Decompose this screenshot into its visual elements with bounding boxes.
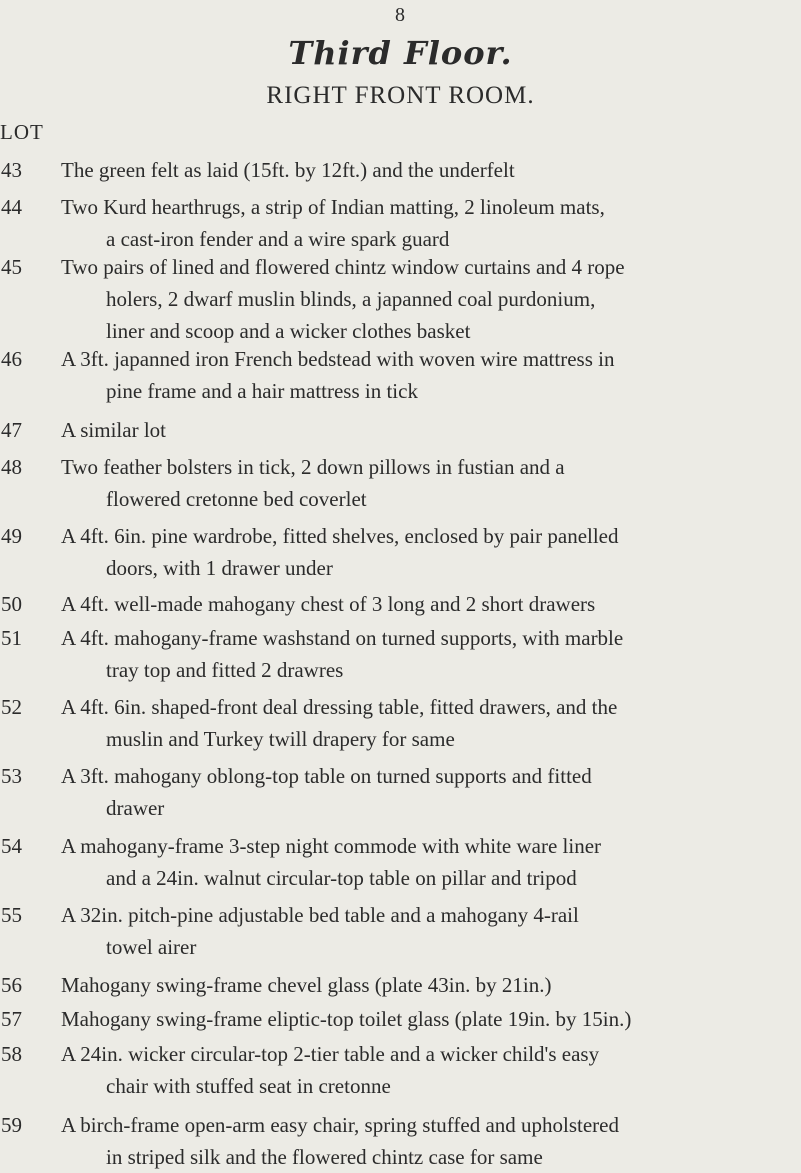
- lot-description-line: towel airer: [106, 935, 197, 959]
- lot-description-line: chair with stuffed seat in cretonne: [106, 1074, 391, 1098]
- lot-description-line: A 3ft. japanned iron French bedstead with woven wire mattress in: [61, 347, 615, 371]
- lot-number: 58: [1, 1042, 22, 1066]
- lot-description: [61, 588, 796, 620]
- lot-number: 49: [1, 524, 22, 548]
- lot-description-line: A birch-frame open-arm easy chair, spring stuffed and upholstered: [61, 1113, 619, 1137]
- lot-description-line: pine frame and a hair mattress in tick: [106, 379, 418, 403]
- lot-description: [61, 1109, 796, 1173]
- lot-number: 48: [1, 455, 22, 479]
- lot-description: [61, 1038, 796, 1102]
- lot-description-line: doors, with 1 drawer under: [106, 556, 333, 580]
- lot-description-line: a cast-iron fender and a wire spark guard: [106, 227, 450, 251]
- lot-number: 55: [1, 903, 22, 927]
- lot-description-line: in striped silk and the flowered chintz case for same: [106, 1145, 543, 1169]
- lot-number: 50: [1, 592, 22, 616]
- lot-description: [61, 969, 796, 1001]
- lot-description: [61, 154, 796, 186]
- lot-number: 53: [1, 764, 22, 788]
- lot-number: 45: [1, 255, 22, 279]
- lot-description: [61, 830, 796, 894]
- lot-number: 52: [1, 695, 22, 719]
- lot-description: [61, 251, 796, 347]
- lot-column-header: LOT: [0, 120, 44, 144]
- lot-number: 54: [1, 834, 22, 858]
- lot-number: 57: [1, 1007, 22, 1031]
- lot-description: [61, 520, 796, 584]
- lot-number: 46: [1, 347, 22, 371]
- lot-description: [61, 899, 796, 963]
- lot-number: 56: [1, 973, 22, 997]
- floor-title: Third Floor.: [288, 34, 513, 72]
- lot-description-line: A 32in. pitch-pine adjustable bed table and a mahogany 4-rail: [61, 903, 579, 927]
- room-title: RIGHT FRONT ROOM.: [266, 82, 535, 109]
- lot-number: 59: [1, 1113, 22, 1137]
- lot-description-line: drawer: [106, 796, 165, 820]
- page-number: 8: [395, 4, 406, 26]
- lot-description: [61, 191, 796, 255]
- lot-description-line: tray top and fitted 2 drawres: [106, 658, 344, 682]
- lot-description-line: A 4ft. 6in. shaped-front deal dressing table, fitted drawers, and the: [61, 695, 618, 719]
- lot-number: 51: [1, 626, 22, 650]
- lot-number: 47: [1, 418, 22, 442]
- lot-list: [0, 154, 801, 1169]
- lot-number: 44: [1, 195, 22, 219]
- lot-description-line: A 3ft. mahogany oblong-top table on turned supports and fitted: [61, 764, 592, 788]
- lot-description-line: A 4ft. well-made mahogany chest of 3 long and 2 short drawers: [61, 592, 596, 616]
- lot-description-line: Mahogany swing-frame chevel glass (plate 43in. by 21in.): [61, 973, 552, 997]
- lot-description-line: The green felt as laid (15ft. by 12ft.) and the underfelt: [61, 158, 515, 182]
- lot-description: [61, 622, 796, 686]
- lot-description-line: A mahogany-frame 3-step night commode with white ware liner: [61, 834, 602, 858]
- lot-description-line: Two feather bolsters in tick, 2 down pillows in fustian and a: [61, 455, 565, 479]
- lot-description-line: and a 24in. walnut circular-top table on pillar and tripod: [106, 866, 577, 890]
- lot-description: [61, 760, 796, 824]
- lot-description: [61, 1003, 796, 1035]
- lot-description-line: Two Kurd hearthrugs, a strip of Indian matting, 2 linoleum mats,: [61, 195, 605, 219]
- lot-description-line: holers, 2 dwarf muslin blinds, a japanned coal purdonium,: [106, 287, 596, 311]
- lot-description: [61, 451, 796, 515]
- lot-description-line: flowered cretonne bed coverlet: [106, 487, 367, 511]
- lot-description-line: Two pairs of lined and flowered chintz window curtains and 4 rope: [61, 255, 625, 279]
- lot-description-line: liner and scoop and a wicker clothes basket: [106, 319, 471, 343]
- lot-description-line: muslin and Turkey twill drapery for same: [106, 727, 455, 751]
- lot-description-line: A 4ft. 6in. pine wardrobe, fitted shelves, enclosed by pair panelled: [61, 524, 619, 548]
- lot-description-line: Mahogany swing-frame eliptic-top toilet glass (plate 19in. by 15in.): [61, 1007, 632, 1031]
- lot-description-line: A 4ft. mahogany-frame washstand on turned supports, with marble: [61, 626, 624, 650]
- lot-number: 43: [1, 158, 22, 182]
- lot-description-line: A similar lot: [61, 418, 166, 442]
- lot-description-line: A 24in. wicker circular-top 2-tier table and a wicker child's easy: [61, 1042, 600, 1066]
- lot-description: [61, 343, 796, 407]
- lot-description: [61, 691, 796, 755]
- lot-description: [61, 414, 796, 446]
